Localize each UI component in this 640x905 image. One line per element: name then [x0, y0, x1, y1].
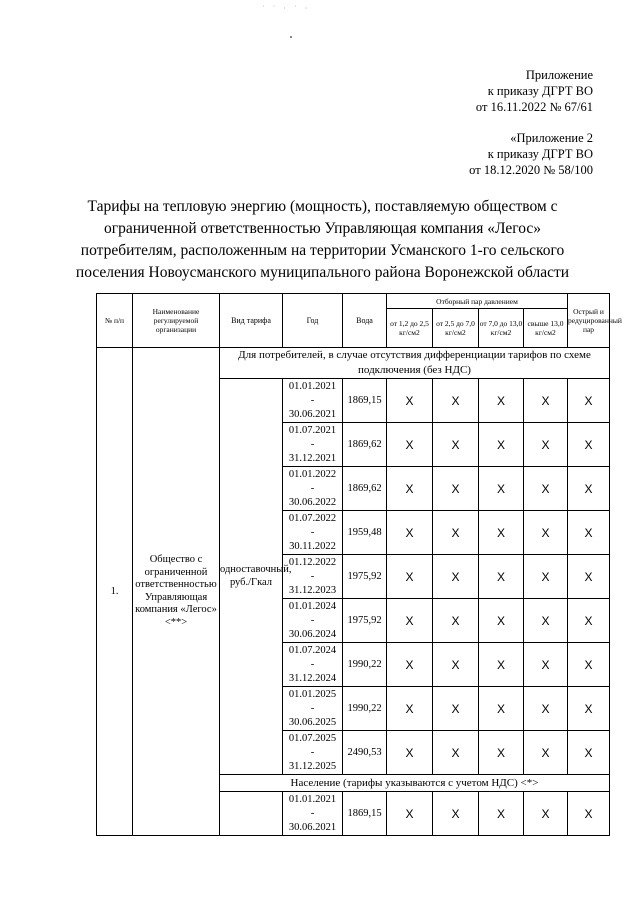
not-applicable-mark: Х [387, 467, 433, 511]
period-start: 01.01.2022 [288, 468, 337, 480]
period-start: 01.01.2021 [288, 793, 337, 805]
not-applicable-mark: Х [524, 467, 568, 511]
not-applicable-mark: Х [387, 792, 433, 836]
tariff-table [96, 293, 622, 836]
not-applicable-mark: Х [568, 379, 610, 423]
title-line: поселения Новоусманского муниципального района Воронежской области [75, 264, 570, 281]
not-applicable-mark: Х [479, 643, 524, 687]
not-applicable-mark: Х [387, 511, 433, 555]
header-pressure-1: от 1,2 до 2,5 кг/см2 [387, 309, 433, 348]
period-dash: - [310, 394, 315, 406]
not-applicable-mark: Х [568, 423, 610, 467]
period-cell [283, 511, 343, 555]
water-tariff-value: 2490,53 [343, 731, 387, 775]
not-applicable-mark: Х [387, 379, 433, 423]
period-start: 01.12.2022 [288, 556, 337, 568]
not-applicable-mark: Х [433, 599, 479, 643]
period-start: 01.07.2025 [288, 732, 337, 744]
header-org: Наименование регулируемой организации [133, 294, 220, 348]
not-applicable-mark: Х [479, 792, 524, 836]
not-applicable-mark: Х [433, 731, 479, 775]
water-tariff-value: 1990,22 [343, 687, 387, 731]
appendix-reference-original [469, 130, 593, 178]
period-end: 30.06.2021 [288, 408, 337, 420]
water-tariff-value: 1990,22 [343, 643, 387, 687]
not-applicable-mark: Х [568, 731, 610, 775]
period-start: 01.01.2021 [288, 380, 337, 392]
appendix-line: «Приложение 2 [510, 131, 593, 145]
period-start: 01.01.2024 [288, 600, 337, 612]
header-year: Год [283, 294, 343, 348]
not-applicable-mark: Х [433, 511, 479, 555]
not-applicable-mark: Х [568, 792, 610, 836]
appendix-line: к приказу ДГРТ ВО [487, 147, 593, 161]
period-end: 31.12.2024 [288, 672, 337, 684]
scan-artifact: ˙ ˙ · ˙ · [262, 4, 311, 13]
period-cell [283, 792, 343, 836]
period-dash: - [310, 658, 315, 670]
water-tariff-value: 1869,15 [343, 379, 387, 423]
not-applicable-mark: Х [433, 643, 479, 687]
water-tariff-value: 1869,62 [343, 467, 387, 511]
not-applicable-mark: Х [433, 687, 479, 731]
header-num: № п/п [97, 294, 133, 348]
header-water: Вода [343, 294, 387, 348]
not-applicable-mark: Х [524, 379, 568, 423]
period-cell [283, 379, 343, 423]
title-line: Тарифы на тепловую энергию (мощность), поставляемую обществом с [87, 198, 558, 215]
not-applicable-mark: Х [568, 555, 610, 599]
water-tariff-value: 1869,62 [343, 423, 387, 467]
period-cell [283, 467, 343, 511]
period-start: 01.01.2025 [288, 688, 337, 700]
period-cell [283, 643, 343, 687]
period-dash: - [310, 438, 315, 450]
not-applicable-mark: Х [524, 511, 568, 555]
not-applicable-mark: Х [524, 731, 568, 775]
header-pressure-3: от 7,0 до 13,0 кг/см2 [479, 309, 524, 348]
not-applicable-mark: Х [387, 731, 433, 775]
period-cell [283, 555, 343, 599]
not-applicable-mark: Х [433, 423, 479, 467]
period-cell [283, 687, 343, 731]
period-dash: - [310, 614, 315, 626]
not-applicable-mark: Х [568, 643, 610, 687]
period-cell [283, 423, 343, 467]
tariff-kind: одноставочный, руб./Гкал [220, 379, 283, 775]
not-applicable-mark: Х [387, 423, 433, 467]
water-tariff-value: 1975,92 [343, 555, 387, 599]
period-start: 01.07.2024 [288, 644, 337, 656]
header-kind: Вид тарифа [220, 294, 283, 348]
not-applicable-mark: Х [433, 792, 479, 836]
not-applicable-mark: Х [479, 731, 524, 775]
period-end: 31.12.2025 [288, 760, 337, 772]
not-applicable-mark: Х [479, 599, 524, 643]
period-dash: - [310, 702, 315, 714]
section-title: Население (тарифы указываются с учетом НДС) <*> [220, 775, 610, 792]
not-applicable-mark: Х [433, 467, 479, 511]
appendix-line: от 16.11.2022 № 67/61 [475, 100, 593, 114]
section-row [97, 348, 610, 379]
period-end: 30.06.2024 [288, 628, 337, 640]
not-applicable-mark: Х [568, 511, 610, 555]
period-end: 31.12.2021 [288, 452, 337, 464]
period-end: 31.12.2023 [288, 584, 337, 596]
not-applicable-mark: Х [387, 555, 433, 599]
not-applicable-mark: Х [479, 555, 524, 599]
period-end: 30.06.2025 [288, 716, 337, 728]
header-pressure-2: от 2,5 до 7,0 кг/см2 [433, 309, 479, 348]
not-applicable-mark: Х [568, 599, 610, 643]
period-cell [283, 731, 343, 775]
period-cell [283, 599, 343, 643]
not-applicable-mark: Х [387, 599, 433, 643]
table-header-row [97, 294, 610, 309]
not-applicable-mark: Х [524, 555, 568, 599]
not-applicable-mark: Х [479, 423, 524, 467]
not-applicable-mark: Х [387, 643, 433, 687]
water-tariff-value: 1959,48 [343, 511, 387, 555]
not-applicable-mark: Х [479, 467, 524, 511]
period-end: 30.06.2021 [288, 821, 337, 833]
appendix-reference-current [476, 67, 593, 115]
not-applicable-mark: Х [524, 423, 568, 467]
organization-name: Общество с ограниченной ответственностью Управляющая компания «Легос» <**> [133, 348, 220, 836]
water-tariff-value: 1975,92 [343, 599, 387, 643]
period-dash: - [310, 746, 315, 758]
not-applicable-mark: Х [433, 555, 479, 599]
period-dash: - [310, 482, 315, 494]
period-dash: - [310, 526, 315, 538]
not-applicable-mark: Х [524, 643, 568, 687]
not-applicable-mark: Х [524, 687, 568, 731]
appendix-line: к приказу ДГРТ ВО [487, 84, 593, 98]
header-pressure-4: свыше 13,0 кг/см2 [524, 309, 568, 348]
period-start: 01.07.2022 [288, 512, 337, 524]
scan-dot [290, 36, 292, 38]
not-applicable-mark: Х [387, 687, 433, 731]
not-applicable-mark: Х [479, 379, 524, 423]
title-line: потребителям, расположенным на территории Усманского 1-го сельского [80, 242, 565, 259]
not-applicable-mark: Х [479, 687, 524, 731]
header-sharp-steam: Острый и редуцированный пар [568, 294, 610, 348]
not-applicable-mark: Х [568, 687, 610, 731]
period-dash: - [310, 570, 315, 582]
tariff-kind-empty [220, 792, 283, 836]
header-steam: Отборный пар давлением [387, 294, 568, 309]
section-title: Для потребителей, в случае отсутствия дифференциации тарифов по схеме подключения (без НДС) [220, 348, 610, 379]
appendix-line: Приложение [525, 68, 593, 82]
period-start: 01.07.2021 [288, 424, 337, 436]
appendix-line: от 18.12.2020 № 58/100 [469, 163, 593, 177]
not-applicable-mark: Х [524, 792, 568, 836]
period-dash: - [310, 807, 315, 819]
title-line: ограниченной ответственностью Управляющая компания «Легос» [103, 220, 542, 237]
document-title [70, 196, 575, 284]
water-tariff-value: 1869,15 [343, 792, 387, 836]
row-number: 1. [97, 348, 133, 836]
period-end: 30.06.2022 [288, 496, 337, 508]
not-applicable-mark: Х [568, 467, 610, 511]
not-applicable-mark: Х [524, 599, 568, 643]
not-applicable-mark: Х [479, 511, 524, 555]
period-end: 30.11.2022 [289, 540, 336, 552]
not-applicable-mark: Х [433, 379, 479, 423]
